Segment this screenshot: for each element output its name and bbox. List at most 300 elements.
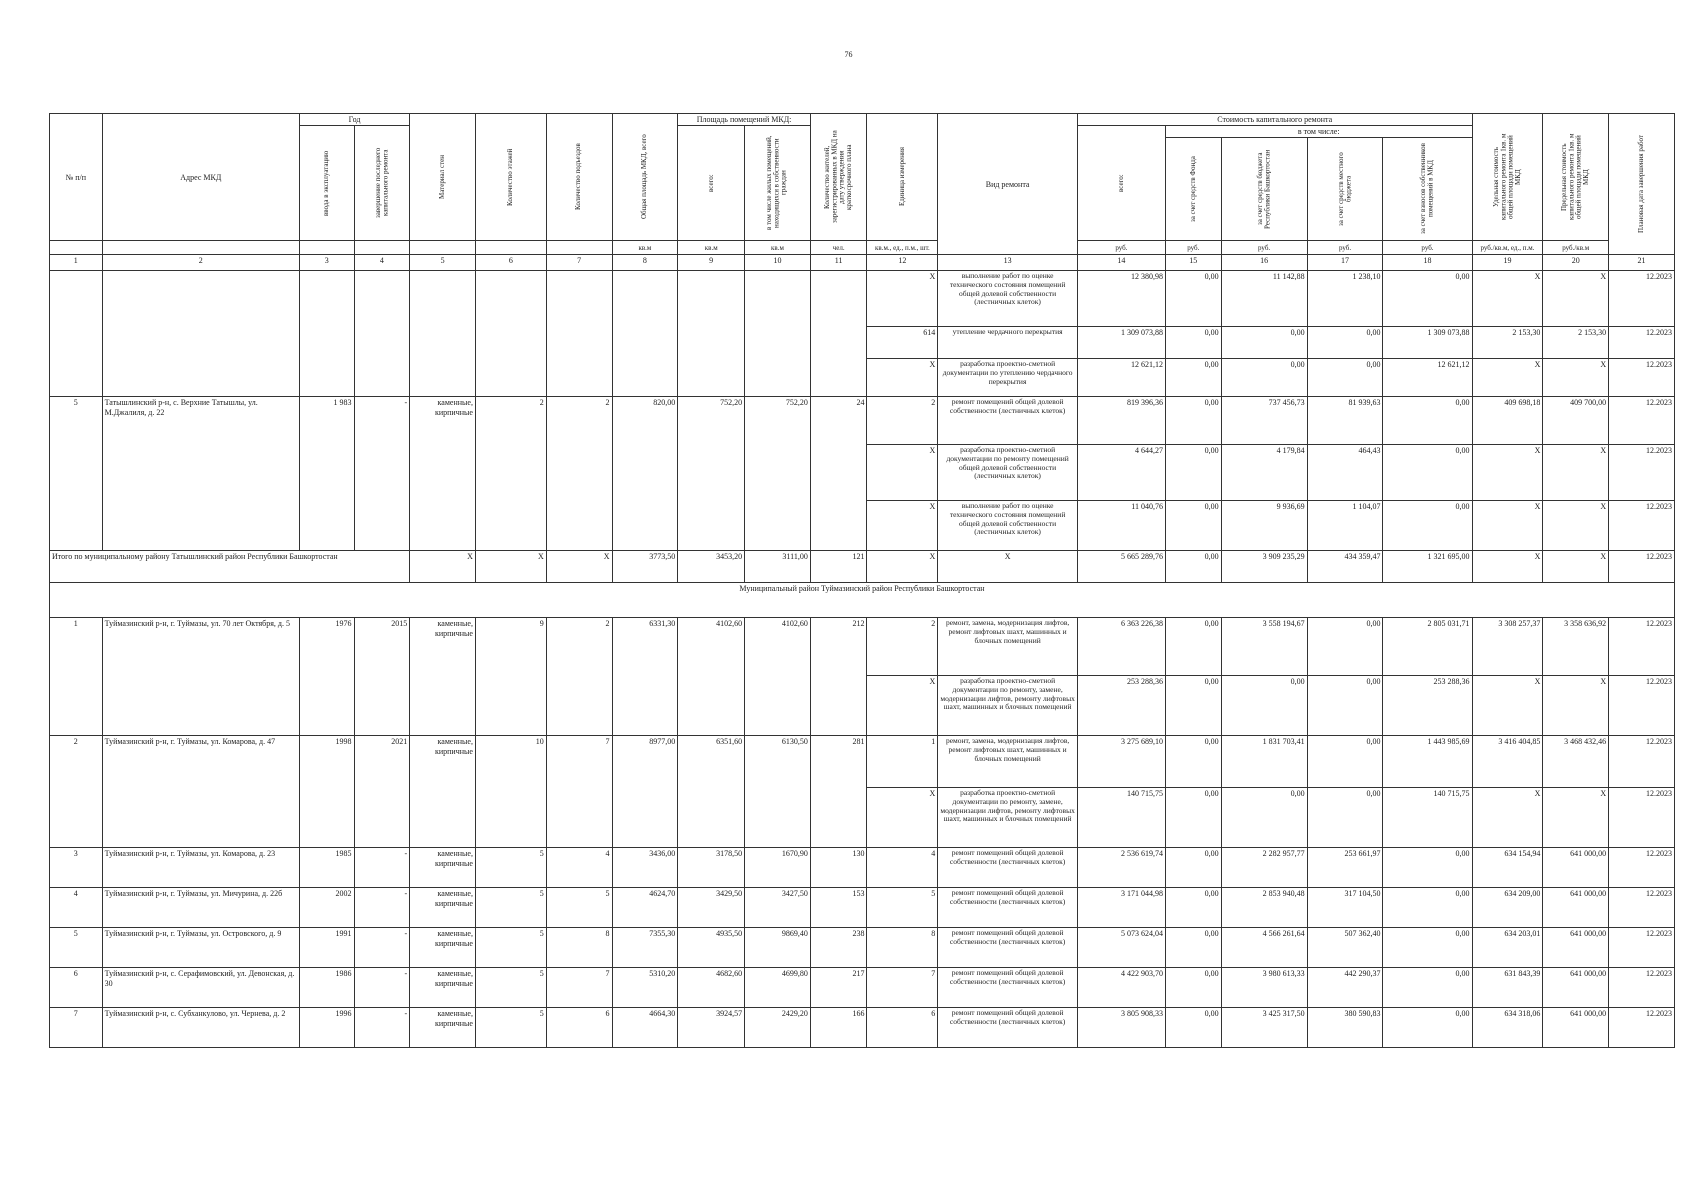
header-unit-cost: Удельная стоимость капитального ремонта 1кв. м общей площади помещений МКД — [1491, 133, 1522, 221]
empty-cell — [299, 271, 354, 397]
cell-year-repair: 2015 — [354, 618, 410, 736]
table-row — [50, 968, 1675, 1008]
repair-plan-table — [49, 113, 1675, 1048]
cell-residents: 281 — [810, 736, 867, 848]
cell-floors: 5 — [475, 848, 546, 888]
cell-rb: 3 909 235,29 — [1221, 551, 1307, 583]
cell-fund: 0,00 — [1165, 928, 1221, 968]
column-number: 4 — [354, 255, 410, 271]
cell-local: 0,00 — [1307, 736, 1383, 788]
cell-rb: 0,00 — [1221, 788, 1307, 848]
table-row — [50, 928, 1675, 968]
cell-unit-cost: 634 209,00 — [1472, 888, 1543, 928]
header-year-group: Год — [299, 114, 409, 126]
cell-qty: X — [867, 676, 938, 736]
cell-cost-total: 2 536 619,74 — [1077, 848, 1165, 888]
header-year-built: ввода в эксплуатацию — [322, 150, 331, 216]
cell-qty: X — [867, 445, 938, 501]
cell-limit-cost: X — [1543, 271, 1609, 327]
cell-cost-total: 1 309 073,88 — [1077, 327, 1165, 359]
cell-fund: 0,00 — [1165, 848, 1221, 888]
cell-num: 5 — [50, 397, 103, 551]
cell-work: разработка проектно-сметной документации по ремонту, замене, модернизации лифтов, ремонту лифтовых шахт, машинных и блочных помещений — [938, 676, 1078, 736]
cell-rb: 0,00 — [1221, 359, 1307, 397]
cell-rb: 4 566 261,64 — [1221, 928, 1307, 968]
cell-date: 12.2023 — [1609, 888, 1675, 928]
cell-cost-total: 5 073 624,04 — [1077, 928, 1165, 968]
cell-entrances: 7 — [546, 968, 612, 1008]
cell-area-owned: 3111,00 — [745, 551, 811, 583]
column-number: 21 — [1609, 255, 1675, 271]
table-body — [50, 255, 1675, 1048]
cell-cost-total: 11 040,76 — [1077, 501, 1165, 551]
cell-work: ремонт помещений общей долевой собственности (лестничных клеток) — [938, 848, 1078, 888]
column-number: 17 — [1307, 255, 1383, 271]
cell-wall: каменные, кирпичные — [410, 736, 476, 848]
unit-cell: руб. — [1383, 241, 1472, 255]
table-row — [50, 397, 1675, 445]
cell-wall: каменные, кирпичные — [410, 397, 476, 551]
unit-cell: руб. — [1221, 241, 1307, 255]
cell-wall: каменные, кирпичные — [410, 888, 476, 928]
unit-cell: кв.м — [678, 241, 745, 255]
cell-date: 12.2023 — [1609, 501, 1675, 551]
cell-unit-cost: 2 153,30 — [1472, 327, 1543, 359]
cell-owners: 0,00 — [1383, 1008, 1472, 1048]
cell-date: 12.2023 — [1609, 848, 1675, 888]
cell-fund: 0,00 — [1165, 788, 1221, 848]
unit-cell: кв.м — [745, 241, 811, 255]
cell-local: 81 939,63 — [1307, 397, 1383, 445]
cell-cost-total: 819 396,36 — [1077, 397, 1165, 445]
cell-year-built: 1991 — [299, 928, 354, 968]
header-num: № п/п — [50, 114, 103, 241]
header-cost-group: Стоимость капитального ремонта — [1077, 114, 1472, 126]
cell-qty: X — [867, 551, 938, 583]
cell-local: 1 104,07 — [1307, 501, 1383, 551]
cell-entrances: 4 — [546, 848, 612, 888]
cell-work: ремонт помещений общей долевой собственности (лестничных клеток) — [938, 397, 1078, 445]
cell-total-area: 3436,00 — [612, 848, 678, 888]
empty-cell — [102, 271, 299, 397]
column-number: 16 — [1221, 255, 1307, 271]
cell-date: 12.2023 — [1609, 968, 1675, 1008]
column-number: 8 — [612, 255, 678, 271]
cell-local: 0,00 — [1307, 618, 1383, 676]
cell-area-all: 4102,60 — [678, 618, 745, 736]
cell-owners: 0,00 — [1383, 501, 1472, 551]
cell-unit-cost: X — [1472, 501, 1543, 551]
cell-num: 5 — [50, 928, 103, 968]
cell-address: Туймазинский р-н, г. Туймазы, ул. 70 лет Октября, д. 5 — [102, 618, 299, 736]
cell-date: 12.2023 — [1609, 551, 1675, 583]
header-area-group: Площадь помещений МКД: — [678, 114, 811, 126]
cell-area-owned: 1670,90 — [745, 848, 811, 888]
header-area-all: всего: — [706, 174, 715, 193]
cell-cost-total: 5 665 289,76 — [1077, 551, 1165, 583]
header-total-area: Общая площадь МКД, всего — [640, 134, 649, 220]
column-number: 11 — [810, 255, 867, 271]
cell-local: 0,00 — [1307, 359, 1383, 397]
cell-cost-total: 140 715,75 — [1077, 788, 1165, 848]
cell-area-all: 6351,60 — [678, 736, 745, 848]
table-row — [50, 1008, 1675, 1048]
cell-area-owned: 4699,80 — [745, 968, 811, 1008]
cell-limit-cost: X — [1543, 551, 1609, 583]
cell-fund: 0,00 — [1165, 676, 1221, 736]
header-wall: Материал стен — [437, 155, 446, 200]
cell-entrances: 2 — [546, 397, 612, 551]
cell-qty: 8 — [867, 928, 938, 968]
total-label: Итого по муниципальному району Татышлинский район Республики Башкортостан — [50, 551, 410, 583]
cell-entrances: 6 — [546, 1008, 612, 1048]
cell-owners: 0,00 — [1383, 928, 1472, 968]
cell-work: ремонт помещений общей долевой собственности (лестничных клеток) — [938, 1008, 1078, 1048]
empty-cell — [546, 271, 612, 397]
column-number: 20 — [1543, 255, 1609, 271]
cell-year-built: 1996 — [299, 1008, 354, 1048]
cell-area-all: 752,20 — [678, 397, 745, 551]
cell-unit-cost: X — [1472, 551, 1543, 583]
column-number: 14 — [1077, 255, 1165, 271]
cell-limit-cost: 409 700,00 — [1543, 397, 1609, 445]
header-year-repair: завершение последнего капитального ремонта — [373, 148, 389, 219]
cell-work: ремонт помещений общей долевой собственности (лестничных клеток) — [938, 968, 1078, 1008]
cell-area-all: 4935,50 — [678, 928, 745, 968]
unit-cell: руб./кв.м, ед., п.м. — [1472, 241, 1543, 255]
cell-limit-cost: X — [1543, 788, 1609, 848]
cell-address: Туймазинский р-н, г. Туймазы, ул. Комарова, д. 47 — [102, 736, 299, 848]
cell-address: Туймазинский р-н, г. Туймазы, ул. Мичурина, д. 22б — [102, 888, 299, 928]
cell-year-repair: - — [354, 397, 410, 551]
cell-qty: X — [867, 359, 938, 397]
cell-total-area: 7355,30 — [612, 928, 678, 968]
cell-owners: 0,00 — [1383, 848, 1472, 888]
cell-limit-cost: 641 000,00 — [1543, 848, 1609, 888]
cell-rb: 0,00 — [1221, 676, 1307, 736]
cell-address: Туймазинский р-н, г. Туймазы, ул. Островского, д. 9 — [102, 928, 299, 968]
cell-num: 7 — [50, 1008, 103, 1048]
cell-qty: X — [867, 271, 938, 327]
header-cost-total: всего: — [1116, 174, 1125, 193]
total-row — [50, 551, 1675, 583]
cell-fund: 0,00 — [1165, 968, 1221, 1008]
cell-local: 1 238,10 — [1307, 271, 1383, 327]
cell-local: 0,00 — [1307, 676, 1383, 736]
cell-wall: X — [410, 551, 476, 583]
cell-local: 253 661,97 — [1307, 848, 1383, 888]
cell-qty: 1 — [867, 736, 938, 788]
section-row — [50, 583, 1675, 618]
cell-cost-total: 12 621,12 — [1077, 359, 1165, 397]
cell-cost-total: 3 805 908,33 — [1077, 1008, 1165, 1048]
cell-cost-total: 6 363 226,38 — [1077, 618, 1165, 676]
cell-rb: 3 980 613,33 — [1221, 968, 1307, 1008]
cell-qty: X — [867, 788, 938, 848]
cell-total-area: 3773,50 — [612, 551, 678, 583]
cell-date: 12.2023 — [1609, 788, 1675, 848]
unit-cell: руб. — [1165, 241, 1221, 255]
cell-wall: каменные, кирпичные — [410, 928, 476, 968]
cell-residents: 238 — [810, 928, 867, 968]
cell-local: 507 362,40 — [1307, 928, 1383, 968]
cell-floors: 5 — [475, 1008, 546, 1048]
cell-local: 434 359,47 — [1307, 551, 1383, 583]
cell-rb: 737 456,73 — [1221, 397, 1307, 445]
cell-unit-cost: 3 308 257,37 — [1472, 618, 1543, 676]
header-limit-cost: Предельная стоимость капитального ремонта 1кв. м общей площади помещений МКД — [1560, 133, 1591, 221]
cell-owners: 253 288,36 — [1383, 676, 1472, 736]
cell-total-area: 4664,30 — [612, 1008, 678, 1048]
cell-year-built: 1976 — [299, 618, 354, 736]
unit-cell: руб. — [1307, 241, 1383, 255]
cell-area-owned: 6130,50 — [745, 736, 811, 848]
cell-limit-cost: 2 153,30 — [1543, 327, 1609, 359]
cell-floors: 2 — [475, 397, 546, 551]
cell-year-built: 1998 — [299, 736, 354, 848]
cell-entrances: 5 — [546, 888, 612, 928]
cell-year-repair: - — [354, 888, 410, 928]
cell-fund: 0,00 — [1165, 736, 1221, 788]
cell-fund: 0,00 — [1165, 1008, 1221, 1048]
unit-cell: кв.м — [612, 241, 678, 255]
cell-residents: 212 — [810, 618, 867, 736]
header-entrances: Количество подъездов — [574, 143, 583, 211]
cell-limit-cost: 3 358 636,92 — [1543, 618, 1609, 676]
cell-unit-cost: 409 698,18 — [1472, 397, 1543, 445]
cell-rb: 9 936,69 — [1221, 501, 1307, 551]
header-work: Вид ремонта — [938, 114, 1078, 255]
cell-owners: 0,00 — [1383, 271, 1472, 327]
column-number: 5 — [410, 255, 476, 271]
cell-date: 12.2023 — [1609, 736, 1675, 788]
cell-wall: каменные, кирпичные — [410, 1008, 476, 1048]
cell-limit-cost: 641 000,00 — [1543, 888, 1609, 928]
header-incl-group: в том числе: — [1165, 126, 1472, 138]
cell-entrances: 2 — [546, 618, 612, 736]
cell-total-area: 820,00 — [612, 397, 678, 551]
cell-address: Татышлинский р-н, с. Верхние Татышлы, ул. М.Джалиля, д. 22 — [102, 397, 299, 551]
cell-fund: 0,00 — [1165, 501, 1221, 551]
cell-residents: 24 — [810, 397, 867, 551]
cell-area-all: 4682,60 — [678, 968, 745, 1008]
cell-num: 4 — [50, 888, 103, 928]
cell-year-repair: - — [354, 928, 410, 968]
cell-total-area: 6331,30 — [612, 618, 678, 736]
cell-floors: 10 — [475, 736, 546, 848]
cell-date: 12.2023 — [1609, 359, 1675, 397]
cell-qty: 4 — [867, 848, 938, 888]
cell-cost-total: 4 644,27 — [1077, 445, 1165, 501]
cell-area-owned: 752,20 — [745, 397, 811, 551]
cell-qty: 2 — [867, 618, 938, 676]
header-residents: Количество жителей, зарегистрированных в МКД на дату утверждения краткосрочного плана — [822, 130, 853, 224]
cell-wall: каменные, кирпичные — [410, 968, 476, 1008]
cell-owners: 0,00 — [1383, 968, 1472, 1008]
cell-owners: 0,00 — [1383, 888, 1472, 928]
cell-work: разработка проектно-сметной документации по ремонту помещений общей долевой собственности (лестничных клеток) — [938, 445, 1078, 501]
cell-entrances: 8 — [546, 928, 612, 968]
header-address: Адрес МКД — [102, 114, 299, 241]
cell-owners: 12 621,12 — [1383, 359, 1472, 397]
cell-qty: 6 — [867, 1008, 938, 1048]
cell-year-built: 1986 — [299, 968, 354, 1008]
cell-limit-cost: 641 000,00 — [1543, 968, 1609, 1008]
column-number: 10 — [745, 255, 811, 271]
cell-limit-cost: 641 000,00 — [1543, 928, 1609, 968]
cell-date: 12.2023 — [1609, 676, 1675, 736]
column-numbers-row — [50, 255, 1675, 271]
empty-cell — [354, 271, 410, 397]
unit-cell: руб. — [1077, 241, 1165, 255]
cell-local: 317 104,50 — [1307, 888, 1383, 928]
cell-wall: каменные, кирпичные — [410, 848, 476, 888]
cell-owners: 140 715,75 — [1383, 788, 1472, 848]
cell-area-all: 3924,57 — [678, 1008, 745, 1048]
cell-unit-cost: 634 318,06 — [1472, 1008, 1543, 1048]
page-number: 76 — [844, 50, 853, 59]
cell-date: 12.2023 — [1609, 271, 1675, 327]
cell-work: разработка проектно-сметной документации по ремонту, замене, модернизации лифтов, ремонту лифтовых шахт, машинных и блочных помещений — [938, 788, 1078, 848]
cell-area-all: 3453,20 — [678, 551, 745, 583]
cell-limit-cost: X — [1543, 676, 1609, 736]
cell-owners: 2 805 031,71 — [1383, 618, 1472, 676]
cell-work: выполнение работ по оценке технического состояния помещений общей долевой собственности (лестничных клеток) — [938, 271, 1078, 327]
cell-fund: 0,00 — [1165, 359, 1221, 397]
column-number: 7 — [546, 255, 612, 271]
cell-year-built: 1985 — [299, 848, 354, 888]
cell-cost-total: 3 275 689,10 — [1077, 736, 1165, 788]
cell-address: Туймазинский р-н, с. Субханкулово, ул. Чернева, д. 2 — [102, 1008, 299, 1048]
empty-cell — [410, 271, 476, 397]
cell-year-built: 1 983 — [299, 397, 354, 551]
table-header — [50, 114, 1675, 255]
cell-area-all: 3178,50 — [678, 848, 745, 888]
header-date: Плановая дата завершения работ — [1636, 135, 1645, 234]
column-number: 18 — [1383, 255, 1472, 271]
cell-limit-cost: X — [1543, 445, 1609, 501]
cell-owners: 1 309 073,88 — [1383, 327, 1472, 359]
cell-fund: 0,00 — [1165, 445, 1221, 501]
cell-floors: 5 — [475, 968, 546, 1008]
cell-cost-total: 4 422 903,70 — [1077, 968, 1165, 1008]
cell-total-area: 4624,70 — [612, 888, 678, 928]
cell-year-built: 2002 — [299, 888, 354, 928]
cell-fund: 0,00 — [1165, 327, 1221, 359]
cell-unit-cost: 3 416 404,85 — [1472, 736, 1543, 788]
header-floors: Количество этажей — [506, 148, 515, 206]
unit-cell: руб./кв.м — [1543, 241, 1609, 255]
cell-fund: 0,00 — [1165, 397, 1221, 445]
cell-qty: 614 — [867, 327, 938, 359]
header-rb: за счет средств бюджета Республики Башкортостан — [1255, 149, 1272, 229]
cell-owners: 1 443 985,69 — [1383, 736, 1472, 788]
cell-local: 0,00 — [1307, 327, 1383, 359]
cell-date: 12.2023 — [1609, 445, 1675, 501]
cell-total-area: 5310,20 — [612, 968, 678, 1008]
cell-year-repair: - — [354, 1008, 410, 1048]
cell-rb: 3 425 317,50 — [1221, 1008, 1307, 1048]
cell-num: 6 — [50, 968, 103, 1008]
cell-date: 12.2023 — [1609, 618, 1675, 676]
cell-limit-cost: X — [1543, 359, 1609, 397]
cell-owners: 0,00 — [1383, 445, 1472, 501]
cell-area-owned: 3427,50 — [745, 888, 811, 928]
cell-limit-cost: X — [1543, 501, 1609, 551]
cell-qty: 2 — [867, 397, 938, 445]
cell-floors: 9 — [475, 618, 546, 736]
cell-num: 3 — [50, 848, 103, 888]
cell-qty: 7 — [867, 968, 938, 1008]
units-row — [50, 241, 1675, 255]
cell-floors: 5 — [475, 888, 546, 928]
cell-unit-cost: 634 154,94 — [1472, 848, 1543, 888]
column-number: 15 — [1165, 255, 1221, 271]
cell-unit-cost: 631 843,39 — [1472, 968, 1543, 1008]
cell-fund: 0,00 — [1165, 888, 1221, 928]
cell-date: 12.2023 — [1609, 327, 1675, 359]
cell-qty: X — [867, 501, 938, 551]
cell-rb: 4 179,84 — [1221, 445, 1307, 501]
table-row — [50, 618, 1675, 676]
cell-limit-cost: 3 468 432,46 — [1543, 736, 1609, 788]
cell-entrances: X — [546, 551, 612, 583]
cell-date: 12.2023 — [1609, 397, 1675, 445]
cell-work: ремонт, замена, модернизация лифтов, ремонт лифтовых шахт, машинных и блочных помещений — [938, 736, 1078, 788]
cell-floors: 5 — [475, 928, 546, 968]
cell-work: ремонт помещений общей долевой собственности (лестничных клеток) — [938, 928, 1078, 968]
header-local: за счет средств местного бюджета — [1336, 152, 1353, 227]
column-number: 6 — [475, 255, 546, 271]
cell-local: 380 590,83 — [1307, 1008, 1383, 1048]
cell-work: разработка проектно-сметной документации по утеплению чердачного перекрытия — [938, 359, 1078, 397]
cell-cost-total: 12 380,98 — [1077, 271, 1165, 327]
table-row — [50, 271, 1675, 327]
cell-fund: 0,00 — [1165, 618, 1221, 676]
cell-area-owned: 4102,60 — [745, 618, 811, 736]
section-title: Муниципальный район Туймазинский район Республики Башкортостан — [50, 583, 1675, 618]
cell-area-all: 3429,50 — [678, 888, 745, 928]
empty-cell — [612, 271, 678, 397]
header-area-owned: в том числе жилых помещений, находящихся в собственности граждан — [765, 136, 789, 231]
unit-cell: чел. — [810, 241, 867, 255]
cell-unit-cost: X — [1472, 676, 1543, 736]
column-number: 12 — [867, 255, 938, 271]
cell-num: 2 — [50, 736, 103, 848]
cell-local: 442 290,37 — [1307, 968, 1383, 1008]
cell-unit-cost: X — [1472, 271, 1543, 327]
cell-rb: 11 142,88 — [1221, 271, 1307, 327]
header-measure: Единица измерения — [897, 147, 906, 207]
cell-floors: X — [475, 551, 546, 583]
cell-rb: 2 853 940,48 — [1221, 888, 1307, 928]
empty-cell — [50, 271, 103, 397]
cell-work: утепление чердачного перекрытия — [938, 327, 1078, 359]
cell-local: 0,00 — [1307, 788, 1383, 848]
cell-date: 12.2023 — [1609, 1008, 1675, 1048]
cell-unit-cost: 634 203,01 — [1472, 928, 1543, 968]
cell-total-area: 8977,00 — [612, 736, 678, 848]
cell-rb: 1 831 703,41 — [1221, 736, 1307, 788]
cell-cost-total: 3 171 044,98 — [1077, 888, 1165, 928]
column-number: 19 — [1472, 255, 1543, 271]
cell-work: выполнение работ по оценке технического состояния помещений общей долевой собственности (лестничных клеток) — [938, 501, 1078, 551]
cell-entrances: 7 — [546, 736, 612, 848]
cell-year-repair: 2021 — [354, 736, 410, 848]
cell-owners: 0,00 — [1383, 397, 1472, 445]
table-row — [50, 736, 1675, 788]
cell-work: X — [938, 551, 1078, 583]
